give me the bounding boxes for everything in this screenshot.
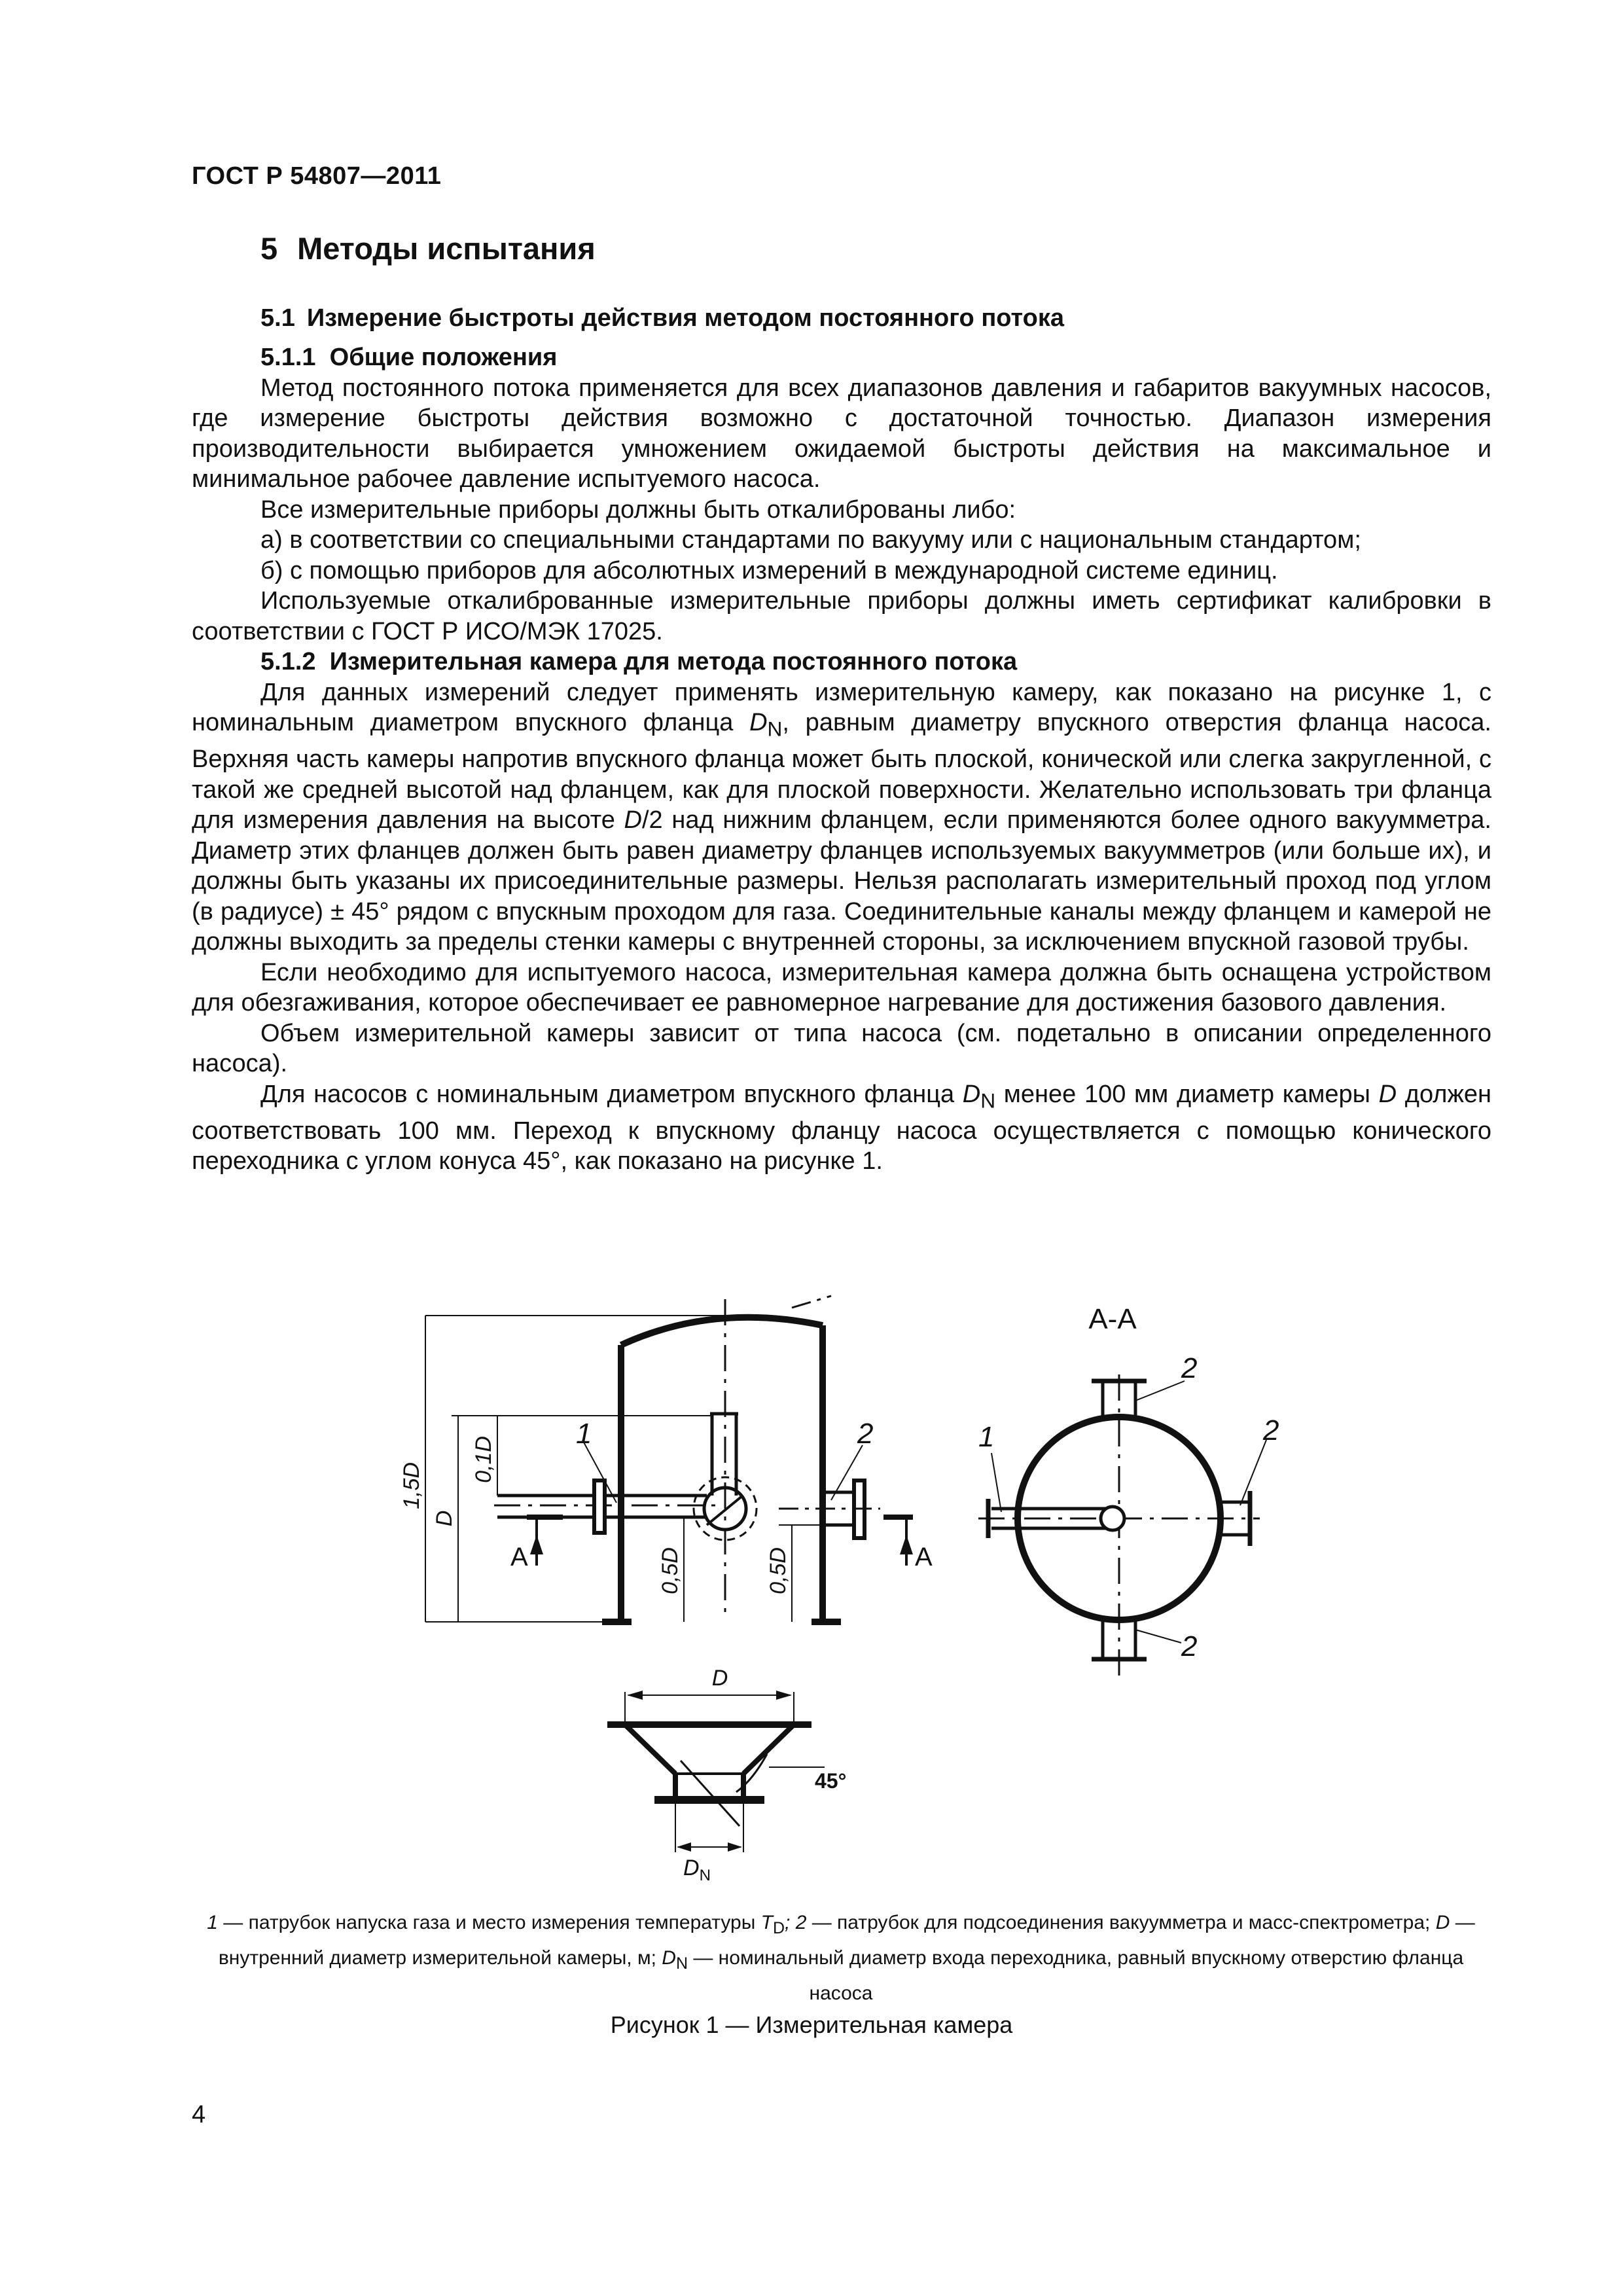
section-title bbox=[260, 230, 596, 266]
legend-text-d: — внутренний диаметр измерительной камеры, м; bbox=[218, 1912, 1475, 1969]
section-label: А-А bbox=[1088, 1303, 1137, 1335]
leader-section-2-right bbox=[1240, 1440, 1266, 1505]
paragraph-3: Используемые откалиброванные измерительные приборы должны иметь сертификат калибровки в соответствии с ГОСТ Р ИСО/МЭК 17025. bbox=[192, 587, 1491, 645]
inlet-pipe-section-end bbox=[1101, 1507, 1124, 1530]
legend-symbol-dn: D bbox=[662, 1947, 676, 1969]
subheading-5-1-1 bbox=[192, 342, 1491, 373]
document-header: ГОСТ Р 54807—2011 bbox=[192, 162, 442, 190]
chamber-dome bbox=[621, 1318, 823, 1345]
arrow-adapter-dn-left bbox=[677, 1842, 691, 1852]
adapter-cone-left bbox=[625, 1725, 675, 1774]
callout-1-section: 1 bbox=[978, 1421, 995, 1453]
adapter-label-d: D bbox=[711, 1666, 728, 1691]
arrow-adapter-dn-right bbox=[728, 1842, 742, 1852]
section-arrowhead-right bbox=[900, 1535, 913, 1554]
section-a-a-view bbox=[978, 1374, 1266, 1676]
section-number: 5 bbox=[260, 231, 278, 266]
symbol-subscript: N bbox=[980, 1088, 996, 1113]
adapter-label-dn bbox=[683, 1856, 711, 1884]
leader-section-2-top bbox=[1135, 1381, 1185, 1401]
symbol-subscript: N bbox=[767, 717, 783, 741]
subsection-number: 5.1 bbox=[260, 304, 295, 332]
legend-text-2: — патрубок для подсоединения вакуумметра и масс-спектрометра; bbox=[806, 1912, 1436, 1933]
legend-text-1: — патрубок напуска газа и место измерения температуры bbox=[217, 1912, 761, 1933]
label-05d-left: 0,5D bbox=[658, 1547, 683, 1594]
legend-text-dn: — номинальный диаметр входа переходника, равный впускному отверстию фланца насоса bbox=[688, 1947, 1464, 2004]
adapter-cone-right bbox=[743, 1725, 794, 1774]
section-title-text: Методы испытания bbox=[297, 231, 596, 266]
text-run: Для насосов с номинальным диаметром впускного фланца bbox=[260, 1080, 963, 1108]
paragraph-7 bbox=[192, 1079, 1491, 1177]
subheading-5-1-2 bbox=[192, 647, 1491, 677]
section-arrowhead-left bbox=[530, 1535, 543, 1554]
legend-symbol-dn-sub: N bbox=[675, 1954, 688, 1973]
label-a-right: А bbox=[915, 1543, 933, 1571]
subheading-title: Общие положения bbox=[329, 344, 558, 371]
paragraph-1: Метод постоянного потока применяется для всех диапазонов давления и габаритов вакуумных насосов, где измерение быстроты действия возможно с достаточной точностью. Диапазон измерения производительности выбирается умножением ожидаемой быстроты действия на максимальное и минимальное рабочее давление испытуемого насоса. bbox=[192, 374, 1491, 493]
text-run: /2 над нижним фланцем, если применяются более одного вакуумметра. Диаметр этих фланцев должен быть равен диаметру фланцев используемых вакуумметров (или больше их), и должны быть указаны их присоединительные размеры. Нельзя располагать измерительный проход под углом (в радиусе) ± 45° рядом с впускным проходом для газа. Соединительные каналы между фланцем и камерой не должны выходить за пределы стенки камеры с внутренней стороны, за исключением впускной газовой трубы. bbox=[192, 806, 1491, 956]
label-15d: 1,5D bbox=[399, 1462, 424, 1509]
adapter-label-dn-sub: N bbox=[699, 1867, 711, 1884]
legend-symbol-t: T bbox=[760, 1912, 773, 1933]
subsection-title bbox=[260, 304, 1064, 332]
legend-symbol-d: D bbox=[1435, 1912, 1450, 1933]
callout-2-section-right: 2 bbox=[1263, 1414, 1279, 1446]
text-run: должен соответствовать 100 мм. Переход к впускному фланцу насоса осуществляется с помощью конического переходника с углом конуса 45°, как показано на рисунке 1. bbox=[192, 1080, 1491, 1175]
adapter-label-dn-main: D bbox=[683, 1856, 700, 1880]
dome-centerline bbox=[792, 1296, 831, 1308]
body-text bbox=[192, 342, 1491, 1177]
symbol-d: D bbox=[624, 806, 642, 834]
figure-caption: Рисунок 1 — Измерительная камера bbox=[610, 2011, 1013, 2038]
figure-legend bbox=[190, 1908, 1492, 2008]
label-01d: 0,1D bbox=[471, 1436, 496, 1483]
inlet-flange bbox=[594, 1480, 605, 1533]
page-number: 4 bbox=[192, 2101, 206, 2128]
subheading-number: 5.1.2 bbox=[260, 648, 316, 675]
paragraph-2: Все измерительные приборы должны быть откалиброваны либо: bbox=[260, 495, 1016, 524]
text-run: Для данных измерений следует применять измерительную камеру, как показано на рисунке 1, с номинальным диаметром впускного фланца bbox=[192, 678, 1491, 736]
list-item-a: а) в соответствии со специальными стандартами по вакууму или с национальным стандартом; bbox=[260, 526, 1361, 554]
symbol-d: D bbox=[749, 709, 768, 736]
arrow-adapter-d-right bbox=[776, 1691, 792, 1700]
adapter-view bbox=[607, 1691, 825, 1852]
callout-2-side: 2 bbox=[857, 1418, 874, 1450]
callout-1-side: 1 bbox=[576, 1418, 592, 1450]
angle-line bbox=[681, 1761, 740, 1826]
subheading-title: Измерительная камера для метода постоянного потока bbox=[329, 648, 1018, 675]
paragraph-5: Если необходимо для испытуемого насоса, измерительная камера должна быть оснащена устройством для обезгаживания, которое обеспечивает ее равномерное нагревание для достижения базового давления. bbox=[192, 958, 1491, 1017]
label-d-vertical: D bbox=[432, 1510, 457, 1527]
text-run: , равным диаметру впускного отверстия фланца насоса. Верхняя часть камеры напротив впускного фланца может быть плоской, конической или слегка закругленной, с такой же средней высотой над фланцем, как для плоской поверхности. Желательно использовать три фланца для измерения давления на высоте bbox=[192, 709, 1491, 834]
list-item-b: б) с помощью приборов для абсолютных измерений в международной системе единиц. bbox=[260, 556, 1278, 584]
figure-measuring-chamber bbox=[366, 1280, 1518, 1895]
subsection-title-text: Измерение быстроты действия методом постоянного потока bbox=[306, 304, 1065, 332]
symbol-d: D bbox=[1378, 1080, 1397, 1108]
subheading-number: 5.1.1 bbox=[260, 344, 316, 371]
paragraph-6: Объем измерительной камеры зависит от типа насоса (см. подетально в описании определенного насоса). bbox=[192, 1019, 1491, 1078]
symbol-d: D bbox=[962, 1080, 981, 1108]
leader-section-2-bottom bbox=[1135, 1630, 1181, 1643]
callout-2-section-top: 2 bbox=[1181, 1352, 1198, 1384]
legend-num-2: ; 2 bbox=[785, 1912, 807, 1933]
callout-2-section-bottom: 2 bbox=[1181, 1630, 1198, 1662]
legend-num-1: 1 bbox=[207, 1912, 218, 1933]
text-run: менее 100 мм диаметр камеры bbox=[995, 1080, 1379, 1108]
adapter-angle-label: 45° bbox=[815, 1769, 847, 1793]
arrow-adapter-d-left bbox=[627, 1691, 643, 1700]
label-a-left: А bbox=[510, 1543, 528, 1571]
legend-symbol-sub: D bbox=[772, 1919, 785, 1937]
leader-section-1 bbox=[991, 1453, 1001, 1512]
label-05d-right: 0,5D bbox=[766, 1547, 791, 1594]
paragraph-4 bbox=[192, 677, 1491, 958]
